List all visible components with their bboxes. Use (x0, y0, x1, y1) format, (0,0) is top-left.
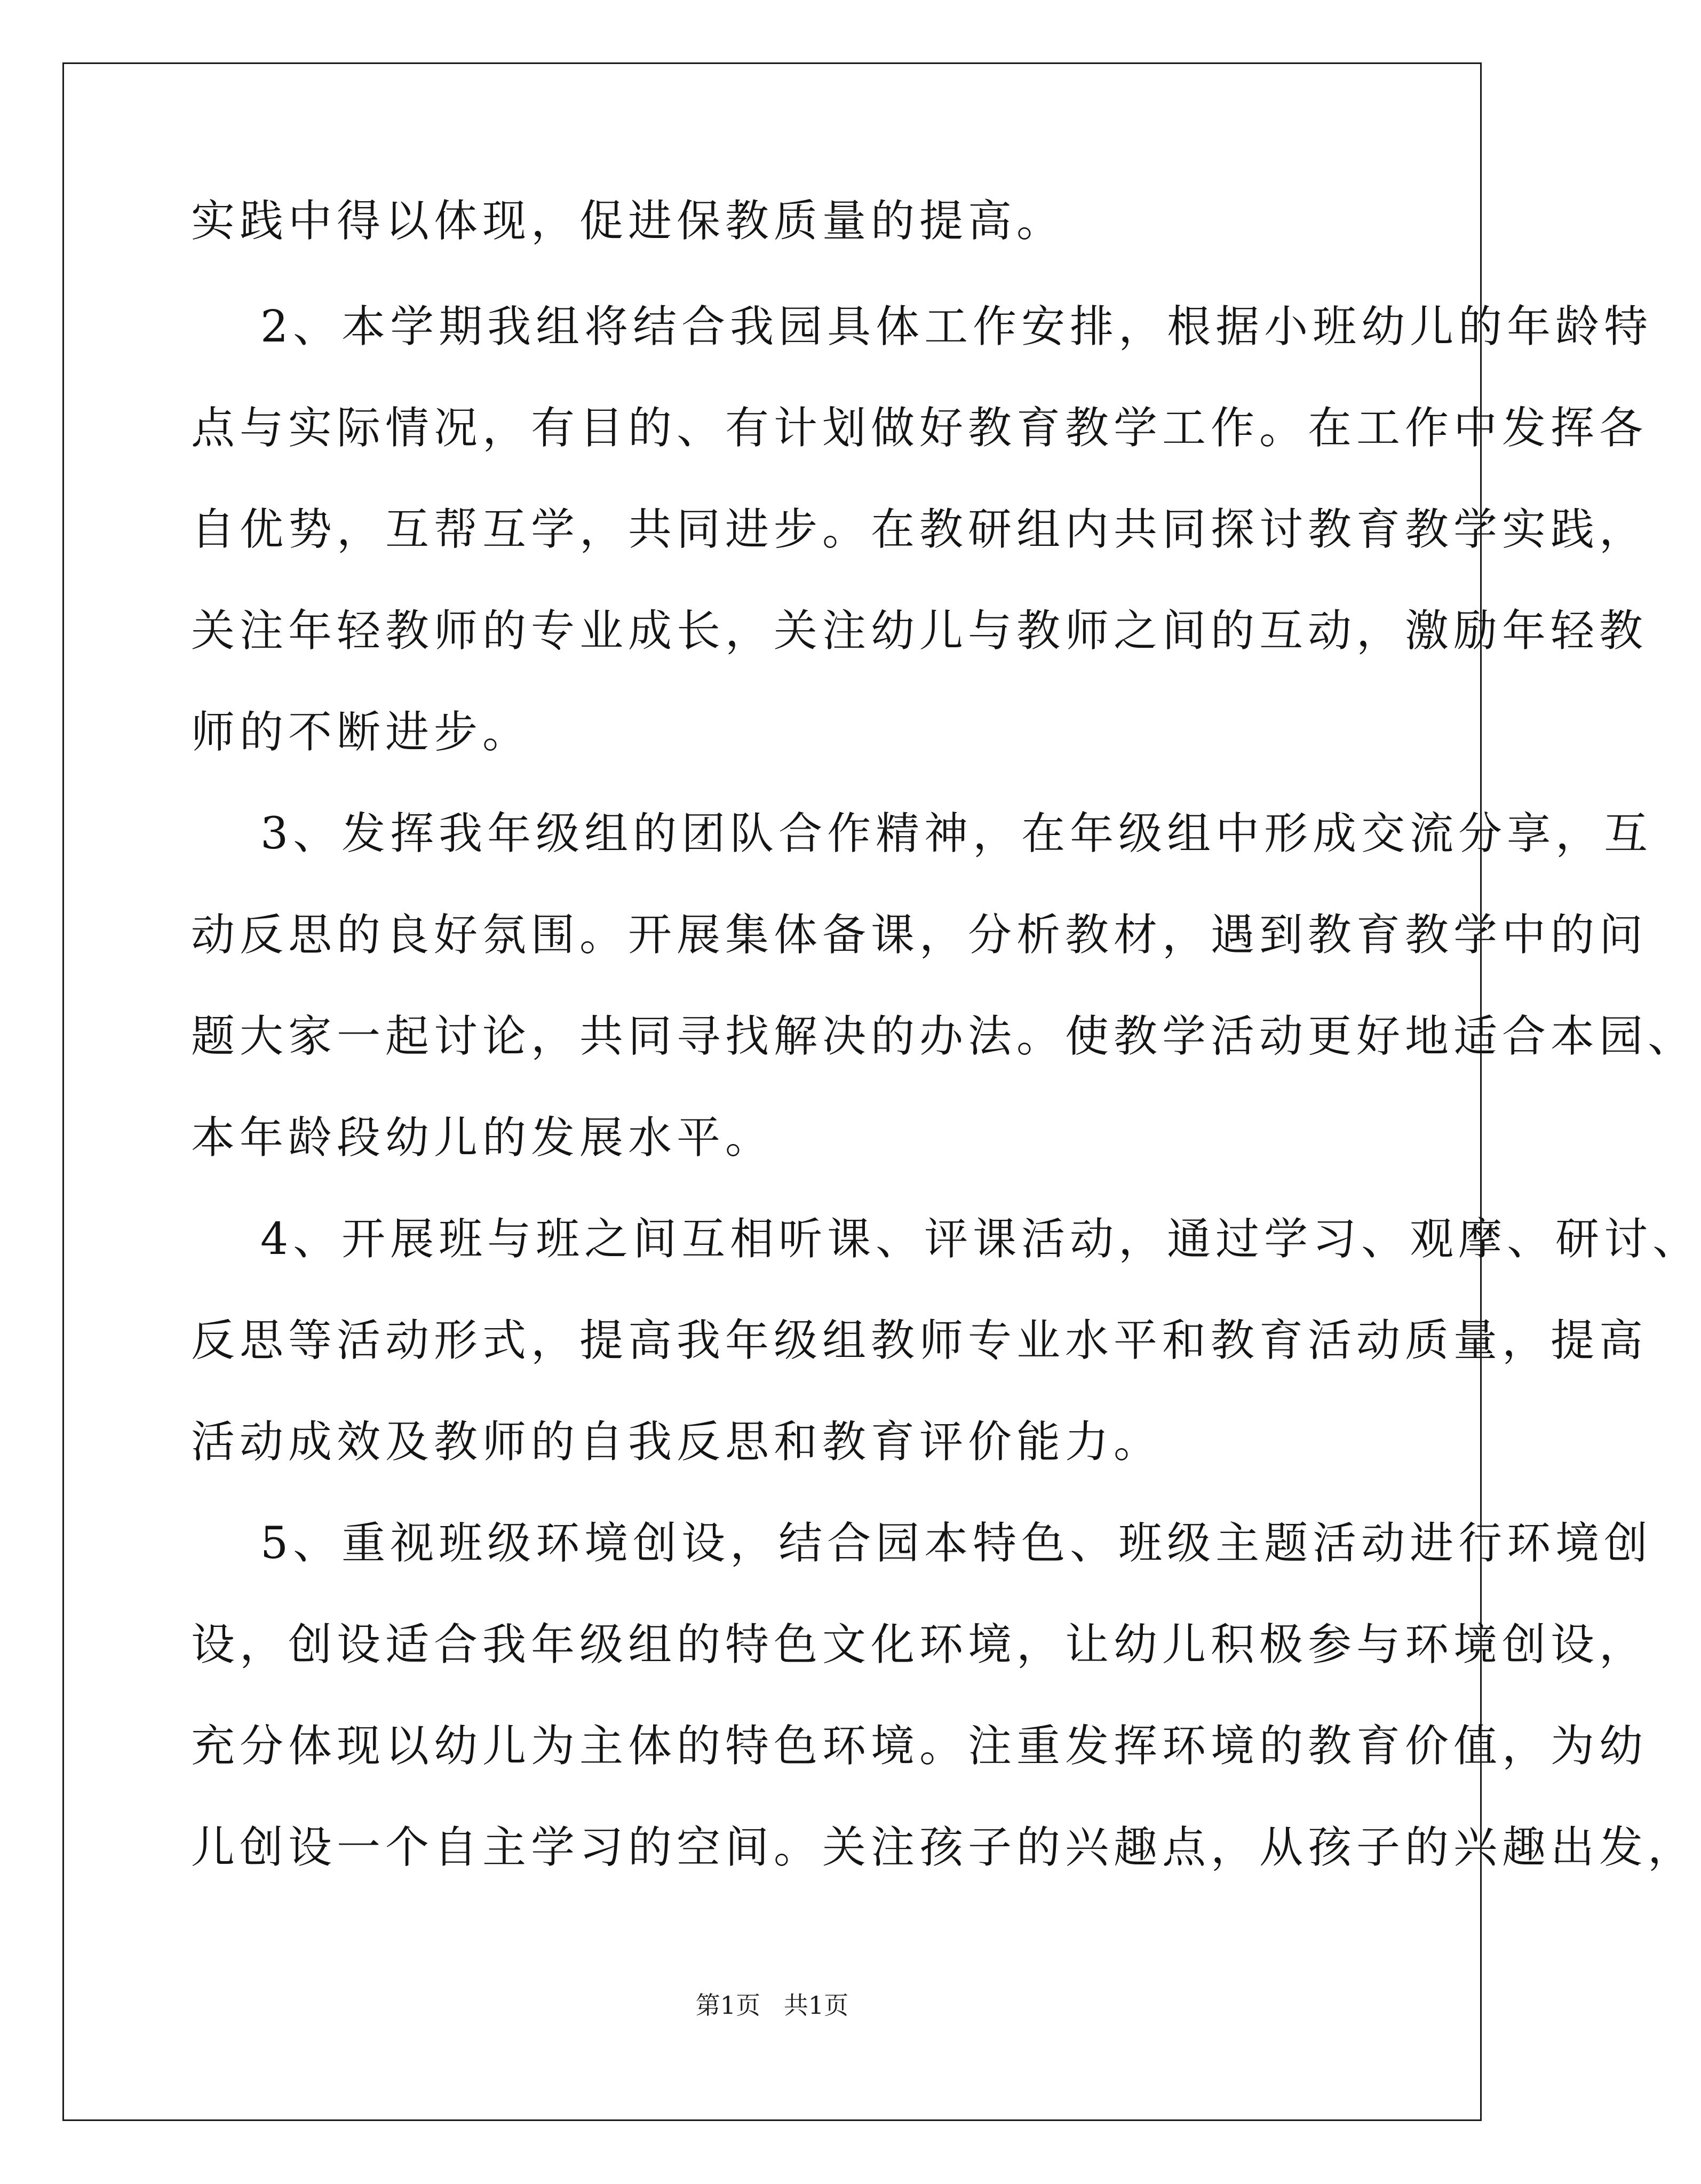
text-line: 活动成效及教师的自我反思和教育评价能力。 (191, 1417, 1163, 1467)
text-line: 充分体现以幼儿为主体的特色环境。注重发挥环境的教育价值，为幼 (191, 1721, 1648, 1772)
paragraph-4-first-line: 4、开展班与班之间互相听课、评课活动，通过学习、观摩、研讨、 (260, 1214, 1701, 1265)
page-number-footer: 第1页 共1页 (695, 1991, 849, 2020)
text-line: 儿创设一个自主学习的空间。关注孩子的兴趣点，从孩子的兴趣出发， (191, 1822, 1697, 1873)
text-line: 关注年轻教师的专业成长，关注幼儿与教师之间的互动，激励年轻教 (191, 606, 1648, 656)
text-line: 本年龄段幼儿的发展水平。 (191, 1113, 774, 1163)
text-line: 反思等活动形式，提高我年级组教师专业水平和教育活动质量，提高 (191, 1315, 1648, 1366)
text-line: 实践中得以体现，促进保教质量的提高。 (191, 196, 1066, 247)
text-line: 师的不断进步。 (191, 707, 531, 758)
page-border (62, 62, 1482, 2121)
text-line: 点与实际情况，有目的、有计划做好教育教学工作。在工作中发挥各 (191, 403, 1648, 454)
text-line: 动反思的良好氛围。开展集体备课，分析教材，遇到教育教学中的问 (191, 910, 1648, 960)
paragraph-5-first-line: 5、重视班级环境创设，结合园本特色、班级主题活动进行环境创 (260, 1518, 1653, 1569)
text-line: 自优势，互帮互学，共同进步。在教研组内共同探讨教育教学实践， (191, 504, 1648, 555)
paragraph-3-first-line: 3、发挥我年级组的团队合作精神，在年级组中形成交流分享，互 (260, 808, 1653, 859)
paragraph-2-first-line: 2、本学期我组将结合我园具体工作安排，根据小班幼儿的年龄特 (260, 301, 1653, 352)
text-line: 题大家一起讨论，共同寻找解决的办法。使教学活动更好地适合本园、 (191, 1011, 1697, 1062)
text-line: 设，创设适合我年级组的特色文化环境，让幼儿积极参与环境创设， (191, 1619, 1648, 1670)
